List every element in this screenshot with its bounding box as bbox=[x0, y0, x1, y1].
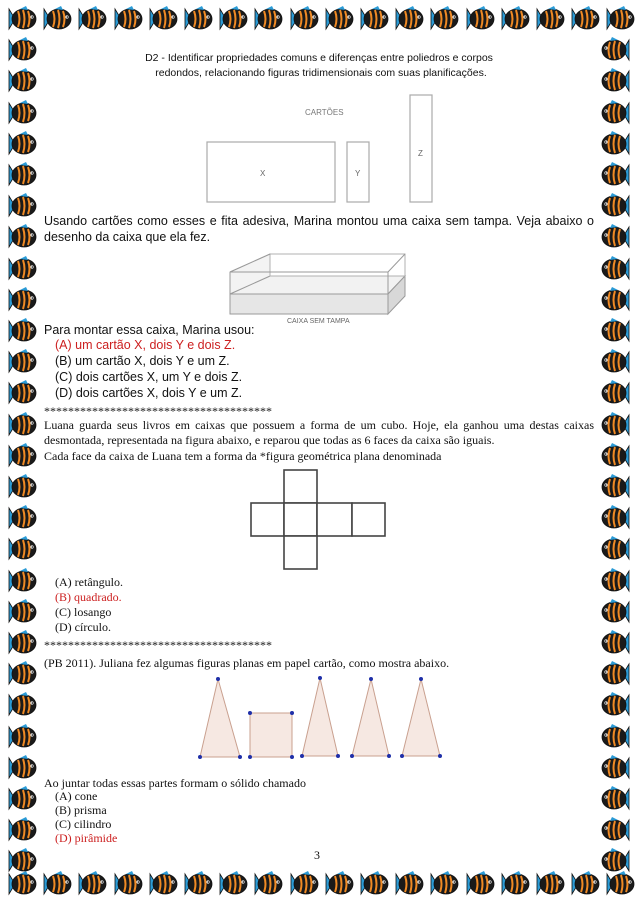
fish-icon bbox=[6, 786, 38, 812]
fish-icon bbox=[6, 568, 38, 594]
q2-option-a: (A) retângulo. bbox=[55, 575, 123, 589]
fish-icon bbox=[6, 193, 38, 219]
fish-icon bbox=[217, 871, 249, 897]
q3-options bbox=[55, 789, 455, 845]
descriptor-line-2: redondos, relacionando figuras tridimensionais com suas planificações. bbox=[155, 67, 487, 79]
q2-options bbox=[55, 575, 455, 635]
separator-2: ************************************** bbox=[44, 638, 272, 652]
fish-icon bbox=[6, 599, 38, 625]
fish-icon bbox=[600, 817, 632, 843]
fish-icon bbox=[464, 871, 496, 897]
fish-icon bbox=[6, 630, 38, 656]
triangle-2 bbox=[302, 678, 338, 756]
fish-icon bbox=[600, 692, 632, 718]
fish-icon bbox=[600, 505, 632, 531]
square-base bbox=[250, 713, 292, 757]
fish-icon bbox=[288, 871, 320, 897]
q1-option-b: (B) um cartão X, dois Y e um Z. bbox=[55, 354, 230, 368]
fish-icon bbox=[288, 6, 320, 32]
fish-icon bbox=[600, 224, 632, 250]
fish-icon bbox=[6, 871, 38, 897]
q2-text: Luana guarda seus livros em caixas que possuem a forma de um cubo. Hoje, ela ganhou uma destas caixas desmontada, representada na figura abaixo, e reparou que todas as 6 faces da caixa são iguais. bbox=[44, 418, 594, 447]
fish-icon bbox=[358, 871, 390, 897]
fish-icon bbox=[499, 6, 531, 32]
fish-icon bbox=[600, 380, 632, 406]
fish-icon bbox=[600, 724, 632, 750]
fish-icon bbox=[604, 871, 636, 897]
fish-icon bbox=[6, 536, 38, 562]
fish-icon bbox=[6, 412, 38, 438]
q3-text: (PB 2011). Juliana fez algumas figuras planas em papel cartão, como mostra abaixo. bbox=[44, 656, 450, 670]
fish-icon bbox=[147, 871, 179, 897]
fish-icon bbox=[6, 6, 38, 32]
fish-icon bbox=[6, 505, 38, 531]
fish-icon bbox=[182, 871, 214, 897]
fish-icon bbox=[76, 6, 108, 32]
q3-option-d: (D) pirâmide bbox=[55, 831, 118, 845]
fish-icon bbox=[6, 692, 38, 718]
q3-option-a: (A) cone bbox=[55, 789, 98, 803]
fish-icon bbox=[112, 6, 144, 32]
q3-option-b: (B) prisma bbox=[55, 803, 107, 817]
fish-icon bbox=[600, 599, 632, 625]
fish-icon bbox=[600, 131, 632, 157]
descriptor-line-1: D2 - Identificar propriedades comuns e diferenças entre poliedros e corpos bbox=[145, 52, 493, 64]
fish-icon bbox=[112, 871, 144, 897]
fish-icon bbox=[534, 6, 566, 32]
fish-icon bbox=[6, 100, 38, 126]
fish-icon bbox=[600, 536, 632, 562]
q1-text: Usando cartões como esses e fita adesiva, Marina montou uma caixa sem tampa. Veja abaixo o desenho da caixa que ela fez. bbox=[44, 214, 594, 244]
fish-icon bbox=[534, 871, 566, 897]
triangle-3 bbox=[352, 679, 389, 756]
q2-option-b: (B) quadrado. bbox=[55, 590, 122, 604]
fish-icon bbox=[76, 871, 108, 897]
q1-option-c: (C) dois cartões X, um Y e dois Z. bbox=[55, 370, 243, 384]
open-box-figure bbox=[225, 246, 410, 326]
fish-icon bbox=[6, 131, 38, 157]
fish-icon bbox=[393, 871, 425, 897]
fish-icon bbox=[600, 162, 632, 188]
fish-icon bbox=[464, 6, 496, 32]
q2-option-c: (C) losango bbox=[55, 605, 112, 619]
fish-icon bbox=[6, 287, 38, 313]
fish-icon bbox=[569, 871, 601, 897]
fish-icon bbox=[428, 871, 460, 897]
card-y-label: Y bbox=[355, 169, 361, 178]
fish-icon bbox=[600, 287, 632, 313]
fish-icon bbox=[499, 871, 531, 897]
q1-stem: Para montar essa caixa, Marina usou: bbox=[44, 323, 255, 337]
fish-icon bbox=[6, 224, 38, 250]
fish-icon bbox=[428, 6, 460, 32]
fish-icon bbox=[252, 6, 284, 32]
q2-option-d: (D) círculo. bbox=[55, 620, 111, 634]
fish-icon bbox=[600, 661, 632, 687]
fish-icon bbox=[6, 349, 38, 375]
fish-icon bbox=[600, 630, 632, 656]
fish-icon bbox=[41, 6, 73, 32]
fish-icon bbox=[6, 848, 38, 874]
fish-icon bbox=[6, 256, 38, 282]
fish-icon bbox=[600, 100, 632, 126]
cube-net-figure bbox=[248, 468, 390, 572]
fish-icon bbox=[604, 6, 636, 32]
fish-icon bbox=[6, 755, 38, 781]
fish-icon bbox=[6, 318, 38, 344]
triangle-1 bbox=[200, 679, 240, 757]
fish-icon bbox=[323, 6, 355, 32]
fish-icon bbox=[252, 871, 284, 897]
fish-icon bbox=[600, 349, 632, 375]
fish-icon bbox=[6, 724, 38, 750]
fish-icon bbox=[6, 380, 38, 406]
fish-icon bbox=[600, 412, 632, 438]
fish-icon bbox=[358, 6, 390, 32]
fish-icon bbox=[41, 871, 73, 897]
q1-option-d: (D) dois cartões X, dois Y e um Z. bbox=[55, 386, 243, 400]
q3-stem: Ao juntar todas essas partes formam o sólido chamado bbox=[44, 776, 306, 790]
fish-icon bbox=[6, 162, 38, 188]
fish-icon bbox=[6, 817, 38, 843]
fish-icon bbox=[600, 318, 632, 344]
separator-1: ************************************** bbox=[44, 404, 272, 418]
fish-icon bbox=[569, 6, 601, 32]
fish-icon bbox=[600, 474, 632, 500]
fish-icon bbox=[6, 474, 38, 500]
fish-icon bbox=[393, 6, 425, 32]
fish-icon bbox=[323, 871, 355, 897]
box-caption: CAIXA SEM TAMPA bbox=[287, 318, 350, 325]
q2-stem: Cada face da caixa de Luana tem a forma da *figura geométrica plana denominada bbox=[44, 449, 442, 463]
fish-icon bbox=[6, 661, 38, 687]
page-number: 3 bbox=[314, 848, 320, 862]
card-z-label: Z bbox=[418, 149, 423, 158]
fish-icon bbox=[600, 568, 632, 594]
card-x-label: X bbox=[260, 169, 266, 178]
cards-figure bbox=[200, 92, 440, 212]
fish-icon bbox=[600, 848, 632, 874]
fish-icon bbox=[217, 6, 249, 32]
card-x bbox=[207, 142, 335, 202]
fish-icon bbox=[182, 6, 214, 32]
fish-icon bbox=[600, 786, 632, 812]
fish-icon bbox=[600, 256, 632, 282]
q3-option-c: (C) cilindro bbox=[55, 817, 112, 831]
fish-icon bbox=[6, 443, 38, 469]
triangle-4 bbox=[402, 679, 440, 756]
fish-icon bbox=[600, 443, 632, 469]
q1-option-a: (A) um cartão X, dois Y e dois Z. bbox=[55, 338, 236, 352]
cards-title: CARTÕES bbox=[305, 108, 344, 117]
q1-options bbox=[55, 337, 575, 401]
pyramid-pieces-figure bbox=[196, 672, 446, 762]
fish-icon bbox=[600, 755, 632, 781]
fish-icon bbox=[600, 193, 632, 219]
fish-icon bbox=[147, 6, 179, 32]
